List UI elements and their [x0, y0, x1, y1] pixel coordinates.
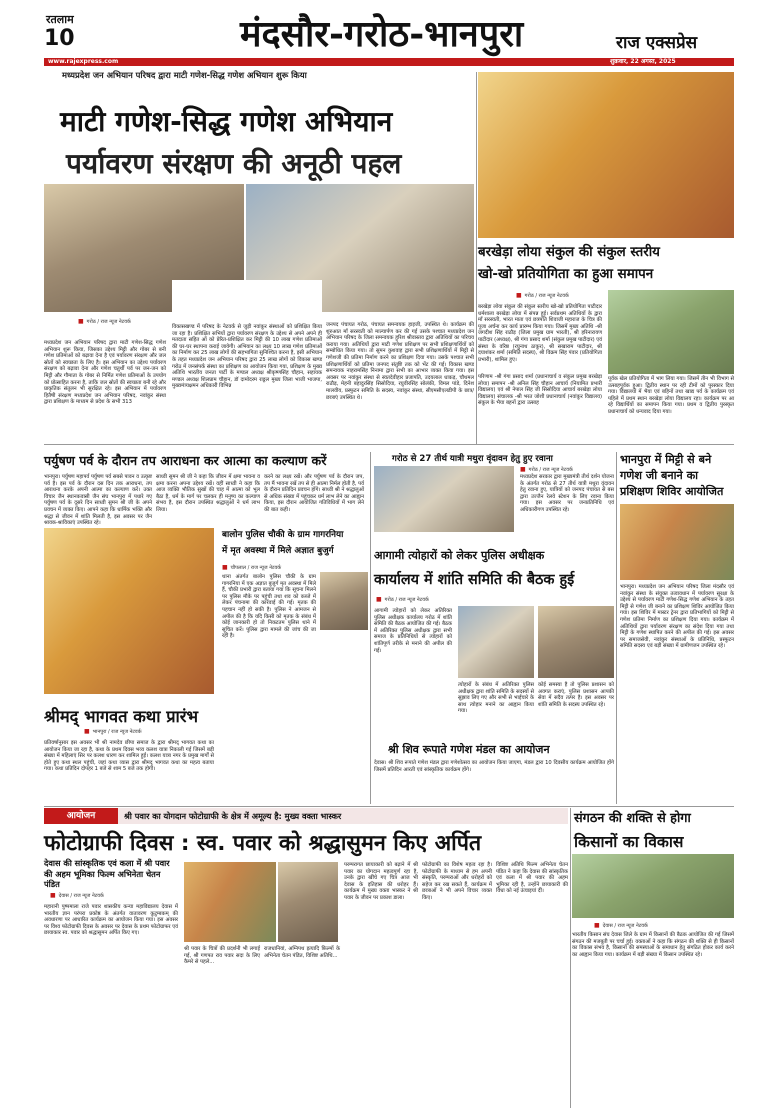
- story-photo-yatra: [374, 466, 514, 532]
- banner-small-column-1: श्री पवार के चित्रों की प्रदर्शनी भी लगाई गई, श्री गणपत राव पवार सदा के लिए कैमरे से पहले...: [184, 946, 260, 966]
- issue-date: शुक्रवार, 22 अगस्त, 2025: [610, 58, 676, 65]
- story-subheadline: पर्यावरण संरक्षण की अनूठी पहल: [66, 147, 402, 180]
- story-bhanpura-ganesh: [620, 452, 734, 804]
- story-text: भानपुरा। मध्यप्रदेश जन अभियान परिषद जिला मंदसौर एवं नवांकुर संस्था के संयुक्त तत्वावधान में पर्यावरण सुरक्षा के उद्देश्य से पर्यावरण माटी गणेश-सिद्ध गणेश अभियान के तहत मिट्टी से गणेश जी बनाने का प्रशिक्षण शिविर आयोजित किया गया। इस शिविर में मास्टर ट्रेनर द्वारा प्रतिभागियों को मिट्टी से गणेश प्रतिमा निर्माण का प्रशिक्षण दिया गया। कार्यक्रम में अतिथियों द्वारा पर्यावरण संरक्षण का संदेश दिया गया तथा मिट्टी के गणेश स्थापित करने की अपील की गई। इस अवसर पर समाजसेवी, नवांकुर संस्थाओं के प्रतिनिधि, प्रस्फुटन समिति सदस्य एवं बड़ी संख्या में ग्रामीणजन उपस्थित रहे।: [620, 584, 734, 650]
- story-column-2: विकासखण्ड में परिषद के नेटवर्क से जुड़ी नवांकुर संस्थाओं को प्रशिक्षित किया जा रहा है। प्रशिक्षित सभियों द्वारा पर्यावरण संरक्षण के उद्देश्य से अपने अपने ही मतदाता सहित ओं को प्रेरित-प्रशिक्षित कर मिट्टी की 10 लाख गणेश प्रतिमाओं की घर-घर स्थापना कराई जायेगी। अभियान का लक्ष्य 10 लाख गणेश प्रतिमाओं का निर्माण कर 25 लाख लोगों की सहभागिता सुनिश्चित करना है, इसी अभियान के तहत मध्यप्रदेश जन अभियान परिषद द्वारा 25 लाख लोगों को विकास खण्ड गरोठ में जनसंपर्क संस्था का प्रशिक्षण का आयोजन किया गया, प्रशिक्षण के मुख्य अतिथि भारतीय जनता पार्टी के मण्डल अध्यक्ष श्रीकृष्णसिंह चौहान, सहायक मण्डल अध्यक्ष शिलप्राम चौहान, डॉ दामोदरम राठ्ठल मुख्य जिला भाजी भाजपा, मुख्यमंत्र्यक्षमन अधिकारी विभिन्न: [172, 280, 322, 440]
- story-subheadline: किसानों का विकास: [574, 833, 684, 851]
- banner-headline: फोटोग्राफी दिवस : स्व. पवार को श्रद्धासुमन किए अर्पित: [44, 831, 482, 856]
- story-text: देवास। श्री शिव रूपाते गणेश मंडल द्वारा गणेशोत्सव का आयोजन किया जाएगा, मंडल द्वारा 10 दिवसीय कार्यक्रम आयोजित होंगे जिसमें प्रतिदिन आरती एवं सांस्कृतिक कार्यक्रम होंगे।: [374, 760, 614, 773]
- story-headline: पर्युषण पर्व के दौरान तप आराधना कर आत्मा का कल्याण करें: [44, 453, 327, 468]
- caption-text: देवास / राज न्यूज नेटवर्क: [602, 922, 648, 929]
- banner-story: [44, 808, 568, 1108]
- caption-text: देवास / राज न्यूज नेटवर्क: [58, 892, 104, 899]
- story-text: भारतीय किसान संघ देवास जिले के ग्राम में किसानों की बैठक आयोजित की गई जिसमें संगठन की मजबूती पर चर्चा हुई। वक्ताओं ने कहा कि संगठन की शक्ति से ही किसानों का विकास संभव है, किसानों की समस्याओं के समाधान हेतु संगठित होकर कार्य करने का आह्वान किया गया। कार्यक्रम में बड़ी संख्या में किसान उपस्थित रहे।: [572, 932, 734, 958]
- story-column-3: जनपद पंचायत गरोठ, पंचायत समन्वयक हाइजी, उपस्थित थे। कार्यक्रम की शुरुआत माँ सरस्वती को माल्यार्पण कर की गई उसके पश्चात मध्यप्रदेश जन अभियान परिषद के जिला समन्वयक हुरिश श्रीवास्तव द्वारा अतिथियों का परिचय कराया गया। अतिथियों द्वारा माटी गणेश प्रशिक्षण पर सभी प्रशिक्षणार्थियों को सम्बोधित किया गया। तो सुमन कुशवाह द्वारा सभी प्रशिक्षणार्थियों में मिट्टी से गणेशजी की प्रतिमा निर्माण करने का प्रशिक्षण दिया गया। उसके पश्चात सभी प्रशिक्षणार्थियों को प्रतिमा जनपद संतुष्टि तक को भेंट की गई। विकास खण्ड समन्वयक नाहरामसिंह निनामा द्वारा सभी का आभार व्यक्त किया गया। इस अवसर पर नवांकुर संस्था से स्वतदेवीहार प्रजापति, उदयलाल धाकड़, चौथमल राठौड़, मेहनी बहादुरसिंह सिसोदिया, रघुवीरसिंह सोलंकी, विमल पांडे, दिनेश मालवीय, प्रस्फुटन समिति के सदस्य, नवांकुर संस्था, सीएमसीएलडीपी के छात्र/छात्राएं उपस्थित थे।: [326, 322, 474, 401]
- photo-caption: [78, 318, 131, 325]
- story-subheadline: खो-खो प्रतियोगिता का हुआ समापन: [478, 267, 654, 282]
- story-balon-police: [218, 528, 368, 804]
- story-photo-kisan: [572, 854, 734, 918]
- story-headline: श्री शिव रूपाते गणेश मंडल का आयोजन: [388, 743, 550, 756]
- story-photo-game: [608, 290, 734, 374]
- photo-caption: [516, 292, 569, 299]
- story-subheadline: में मृत अवस्था में मिले अज्ञात बुजुर्ग: [222, 546, 334, 556]
- caption-text: गरोठ / राज न्यूज नेटवर्क: [528, 466, 573, 473]
- story-headline: भानपुरा में मिट्टी से बने: [620, 453, 712, 466]
- story-column-1: आगामी त्योहारों को लेकर अतिरिक्त पुलिस अधीक्षक कार्यालय गरोठ में शांति समिति की बैठक आयोजित की गई। बैठक में अतिरिक्त पुलिस अधीक्षक द्वारा सभी समाज के प्रतिनिधियों से त्योहारों को शांतिपूर्ण तरीके से मनाने की अपील की गई।: [374, 608, 452, 654]
- caption-bullet-icon: ■: [50, 892, 56, 899]
- story-photo-event: [478, 72, 734, 238]
- photo-caption: [520, 466, 573, 473]
- story-headline: गरोठ से 27 तीर्थ यात्री मथुरा वृंदावन हेतु हुए रवाना: [392, 454, 553, 464]
- photo-caption: [50, 892, 104, 899]
- story-headline: बरखेड़ा लोया संकुल की संकुल स्तरीय: [478, 245, 660, 260]
- story-column-1: बरखेड़ा लोया संकुल की संकुल स्तरीय खो-खो प्रतियोगिता पाटीदार धर्मशाला बरखेड़ा लोया में संपन्न हुई। सर्वप्रथम अतिथियों के द्वारा माँ सरस्वती, भारत माता एवं छत्रपति शिवाजी महाराज के चित्र की पूजा अर्चना कर कार्य प्रारम्भ किया गया। जिसमें मुख्य अतिथि -श्री जगदीश सिंह राठौड़ (जिला प्रमुख ग्राम भारती), श्री हरिनारायण पाटीदार (अध्यक्ष), श्री गंगा प्रसाद शर्मा (संकुल प्रमुख पाटीदार) एवं संस्था के वरिष्ठ (रघुनाथ ठाकुर), श्री सखाराम पाटीदार, श्री दयाशंकर शर्मा (समिति सदस्य), श्री विक्रम सिंह पंवार (प्रतियोगिता प्रभारी), शामिल हुए।: [478, 304, 602, 363]
- caption-bullet-icon: ■: [520, 466, 526, 473]
- story-kisan-sangathan: [572, 808, 734, 1108]
- page-number: 10: [44, 26, 75, 51]
- banner-column-3: फोटोग्राफी का विशेष महत्व रहा है। फोटोग्राफी के माध्यम से हम अपनी संस्कृति, परम्पराओं और धरोहरों को सहेज कर रख सकते हैं, कार्यक्रम में छात्राओं ने भी अपने विचार व्यक्त किए।: [422, 862, 492, 901]
- story-paryushan: [44, 452, 364, 527]
- story-column-3: पूर्वक खेल प्रतियोगिता में भाग लिया गया। जिसमें तीन भी विभाग से उत्साहपूर्वक हुआ। द्वितीय स्थान पर रही टीमों को पुरस्कार दिया गया। विद्यालयों में भैया एवं बहिनों तथा खाद्य पर्व के कार्यक्रम एवं पहिले में प्रथम स्थान बरखेड़ा लोया विद्यालय रहा। कार्यक्रम पर आ रहे विद्यार्थियों का समापन किया गया। प्रथम व द्वितीय पुरस्कृत प्रधानाचार्य को धन्यवाद दिया गया।: [608, 376, 734, 415]
- story-kho-kho: [478, 72, 734, 444]
- story-headline: आगामी त्योहारों को लेकर पुलिस अधीक्षक: [374, 549, 545, 562]
- caption-bullet-icon: ■: [376, 596, 382, 603]
- story-photo-meeting-1: [458, 606, 534, 678]
- website-link[interactable]: www.rajexpress.com: [48, 58, 119, 65]
- caption-bullet-icon: ■: [516, 292, 522, 299]
- story-photo-meeting-2: [538, 606, 614, 678]
- story-text-left: थाना अंतर्गत बालोन पुलिस चौकी के ग्राम गागरनिया में एक अज्ञात बुजुर्ग मृत अवस्था में मिले हैं, चौकी प्रभारी द्वारा बताया गया कि सूचना मिलने पर पुलिस मौके पर पहुंची तथा शव को कब्जे में लेकर पंचनामा की कार्रवाई की गई। मृतक की पहचान नहीं हो सकी है। पुलिस ने आमजन से अपील की है कि यदि किसी को मृतक के संबंध में कोई जानकारी हो तो निकटतम पुलिस थाने में सूचित करें। पुलिस द्वारा मामले की जांच की जा रही है।: [222, 574, 316, 640]
- story-headline: श्रीमद् भागवत कथा प्रारंभ: [44, 707, 199, 726]
- story-column-2: साध्वी सुमन श्री जी ने कहा कि जीवन में क्षमा भावना व क्षमा करना अपना उद्देश्य रखें। वहीं साध्वी ने कहा कि आज व्यक्ति भौतिक सुखों की चाह में आत्मा को भूल बैठा है, धर्म के मार्ग पर चलकर ही मनुष्य का कल्याण संभव है, इस दौरान उपस्थित श्रद्धालुओं ने धर्म लाभ लिया।: [156, 474, 260, 513]
- story-photo-workshop: [620, 504, 734, 580]
- page-title: मंदसौर-गरोठ-भानपुरा: [240, 13, 524, 55]
- story-column-1: मध्यप्रदेश जन अभियान परिषद द्वारा माटी गणेश-सिद्ध गणेश अभियान शुरू किया, जिसका उद्देश्य मिट्टी और गोबर से बनी गणेश प्रतिमाओं को बढ़ावा देना है एवं पर्यावरण संरक्षण और जल स्रोतों को स्वच्छता के लिए है। इस अभियान का उद्देश्य पर्यावरण संरक्षण को बढ़ावा देना और गणेश चतुर्थी पर्व पर जन-जन को मिट्टी और गौमाता के गोबर से निर्मित गणेश प्रतिमाओं के उपयोग को प्रोत्साहित करना है, ताकि जल स्रोतों की स्वच्छता बनी रहे और प्राकृतिक संतुलन भी सुरक्षित रहे। इस अभियान में पर्यावरण हितैषी संरक्षण मध्यप्रदेश जन अभियान परिषद, नवांकुर संस्था द्वारा प्रशिक्षण के माध्यम से प्रदेश के सभी 313: [44, 340, 166, 406]
- caption-text: चौपलाल / राज न्यूज नेटवर्क: [230, 564, 282, 571]
- story-photo-katha: [44, 528, 214, 694]
- story-text: प्रतिवर्षानुसार इस अवसर भी श्री नामदेव छीपा समाज के द्वारा श्रीमद् भागवत कथा का आयोजन किया जा रहा है, कथा के प्रथम दिवस भव्य कलश यात्रा निकाली गई जिसमें बड़ी संख्या में महिलाएं सिर पर कलश धारण कर शामिल हुईं। कलश यात्रा नगर के प्रमुख मार्गों से होते हुए कथा स्थल पहुंची, जहां कथा व्यास द्वारा श्रीमद् भागवत कथा का महत्व बताया गया। कथा प्रतिदिन दोपहर 1 बजे से शाम 5 बजे तक होगी।: [44, 740, 214, 773]
- caption-bullet-icon: ■: [594, 922, 600, 929]
- story-headline: बालोन पुलिस चौकी के ग्राम गागरनिया: [222, 530, 344, 540]
- banner-side-headline: देवास की सांस्कृतिक एवं कला में श्री पवार की अहम भूमिका फिल्म अभिनेता चेतन पंडित: [44, 858, 170, 889]
- photo-caption: [84, 728, 142, 735]
- story-headline-line-3: प्रशिक्षण शिविर आयोजित: [620, 485, 724, 498]
- caption-text: गरोठ / राज न्यूज नेटवर्क: [524, 292, 569, 299]
- banner-column-2: परम्परागत छायाकारी को बढ़ाने में श्री पवार का योगदान महत्वपूर्ण रहा है, उनके द्वारा खींचे गए चित्र आज भी देवास के इतिहास की धरोहर हैं। कार्यक्रम में मुख्य वक्ता भास्कर ने श्री पवार के जीवन पर प्रकाश डाला।: [344, 862, 418, 901]
- story-column-2: परिणाम -श्री गंगा प्रसाद शर्मा (प्रधानाचार्य व संकुल प्रमुख बरखेड़ा लोया) समापन -श्री अनिल सिंह चौहान आचार्य (नियामित प्रभारी विद्यालय) एवं श्री नेपाल सिंह जी सिसोदिया आचार्य बरखेड़ा लोया विद्यालय) संचालक -श्री भरत जोशी प्रधानाचार्य (नवांकुर विद्यालय) संकुल के भैया बहनों द्वारा उत्साह: [478, 374, 602, 407]
- banner-photo-ceremony: [184, 862, 276, 942]
- photo-caption: [594, 922, 648, 929]
- story-text: मध्यप्रदेश सरकार द्वारा मुख्यमंत्री तीर्थ दर्शन योजना के अंतर्गत गरोठ से 27 तीर्थ यात्री मथुरा वृंदावन हेतु रवाना हुए, यात्रियों को जनपद पंचायत से बस द्वारा उज्जैन रेलवे स्टेशन के लिए रवाना किया गया। इस अवसर पर जनप्रतिनिधि एवं अधिकारीगण उपस्थित रहे।: [520, 474, 614, 513]
- banner-small-column-2: राजधानियां, अग्निपथ इत्यादि फ़िल्मों के अभिनेता चेतन पंडित, विशिष्ट अतिथि...: [264, 946, 340, 959]
- story-mati-ganesh: [44, 68, 474, 440]
- banner-subheadline: श्री पवार का योगदान फोटोग्राफी के क्षेत्र में अमूल्य है: मुख्य वक्ता भास्कर: [124, 811, 342, 821]
- story-headline: संगठन की शक्ति से होगा: [574, 811, 691, 826]
- masthead-city: रतलाम: [46, 13, 74, 26]
- banner-column-1: महारानी पुष्पमाला राजे पवार शासकीय कन्या महाविद्यालय देवास में भारतीय ज्ञान परंपरा प्रकोष्ठ के अंतर्गत वातावरण कुटुम्बकम् की अवधारणा पर आधारित कार्यक्रम का आयोजन किया गया। इस अवसर पर विश्व फोटोग्राफी दिवस के अवसर पर देवास के प्रथम फोटोग्राफर एवं छायाकार स्व. पवार को श्रद्धासुमन अर्पित किए गए।: [44, 904, 178, 937]
- caption-text: गरोठ / राज न्यूज नेटवर्क: [86, 318, 131, 325]
- story-subheadline: कार्यालय में शांति समिति की बैठक हुई: [374, 572, 575, 588]
- story-shanti-samiti: [374, 548, 614, 738]
- story-column-2: त्योहारों के संबंध में अतिरिक्त पुलिस अधीक्षक द्वारा शांति समिति के सदस्यों से सुझाव लिए गए और सभी से भाईचारे के साथ त्योहार मनाने का आह्वान किया गया।: [458, 682, 534, 715]
- story-kicker: मध्यप्रदेश जन अभियान परिषद द्वारा माटी गणेश-सिद्ध गणेश अभियान शुरू किया: [62, 70, 307, 80]
- story-headline: माटी गणेश-सिद्ध गणेश अभियान: [60, 105, 393, 138]
- story-column-3: कोई समस्या है तो पुलिस प्रशासन को अवगत कराएं, पुलिस प्रशासन आपकी सेवा में सदैव तत्पर है। इस अवसर पर शांति समिति के सदस्य उपस्थित रहे।: [538, 682, 614, 708]
- photo-caption: [222, 564, 281, 571]
- caption-bullet-icon: ■: [222, 564, 228, 571]
- banner-column-4: विशिष्ट अतिथि फिल्म अभिनेता चेतन पंडित ने कहा कि देवास की सांस्कृतिक एवं कला में श्री पवार की अहम भूमिका रही है, उन्होंने छायाकारी की विधा को नई ऊंचाइयां दीं।: [496, 862, 568, 895]
- masthead: [0, 0, 778, 65]
- banner-label: आयोजन: [44, 808, 118, 824]
- photo-caption: [376, 596, 429, 603]
- story-shiv-ganesh-mandal: [374, 742, 614, 802]
- caption-text: भानपुरा / राज न्यूज नेटवर्क: [92, 728, 142, 735]
- brand-logo: राज एक्सप्रेस: [616, 33, 698, 53]
- caption-bullet-icon: ■: [84, 728, 90, 735]
- story-column-1: भानपुरा। पर्युषण महापर्व पर्युषण पर्व सबसे पावन व उत्कृष्ट पर्व है। इस पर्व के दौरान दस दिन तक आराधना, तप आराधना करके अपनी आत्मा का कल्याण करें। उक्त विचार जैन स्थानकवासी जैन संघ भानपुरा में पधारे गए पर्युषण पर्व के दूसरे दिन साध्वी सुमन श्री जी के अपने प्रवचन में व्यक्त किए। आपने कहा कि धार्मिक भक्ति और श्रद्धा से जीवन में शांति मिलती है, इस अवसर पर जैन श्रावक-श्राविकाएं उपस्थित रहे।: [44, 474, 152, 527]
- caption-text: गरोठ / राज न्यूज नेटवर्क: [384, 596, 429, 603]
- story-photo-person: [320, 572, 368, 630]
- caption-bullet-icon: ■: [78, 318, 84, 325]
- story-headline-line-2: गणेश जी बनाने का: [620, 469, 699, 482]
- story-tirth-yatra: [374, 452, 614, 542]
- banner-photo-portrait: [278, 862, 338, 942]
- story-column-3: करने का लक्ष्य रखें। और पर्युषण पर्व के दौरान जप, तप मैं भावना रखें तप से ही आत्मा निर्मल होती है, पर्व के दौरान प्रतिदिन प्रवचन होंगे। साध्वी श्री ने श्रद्धालुओं से अधिक संख्या में पहुंचकर धर्म लाभ लेने का आह्वान किया, इस दौरान आयोजित गतिविधियों में भाग लेने की बात कही।: [264, 474, 364, 513]
- story-bhagwat-katha: [44, 528, 214, 804]
